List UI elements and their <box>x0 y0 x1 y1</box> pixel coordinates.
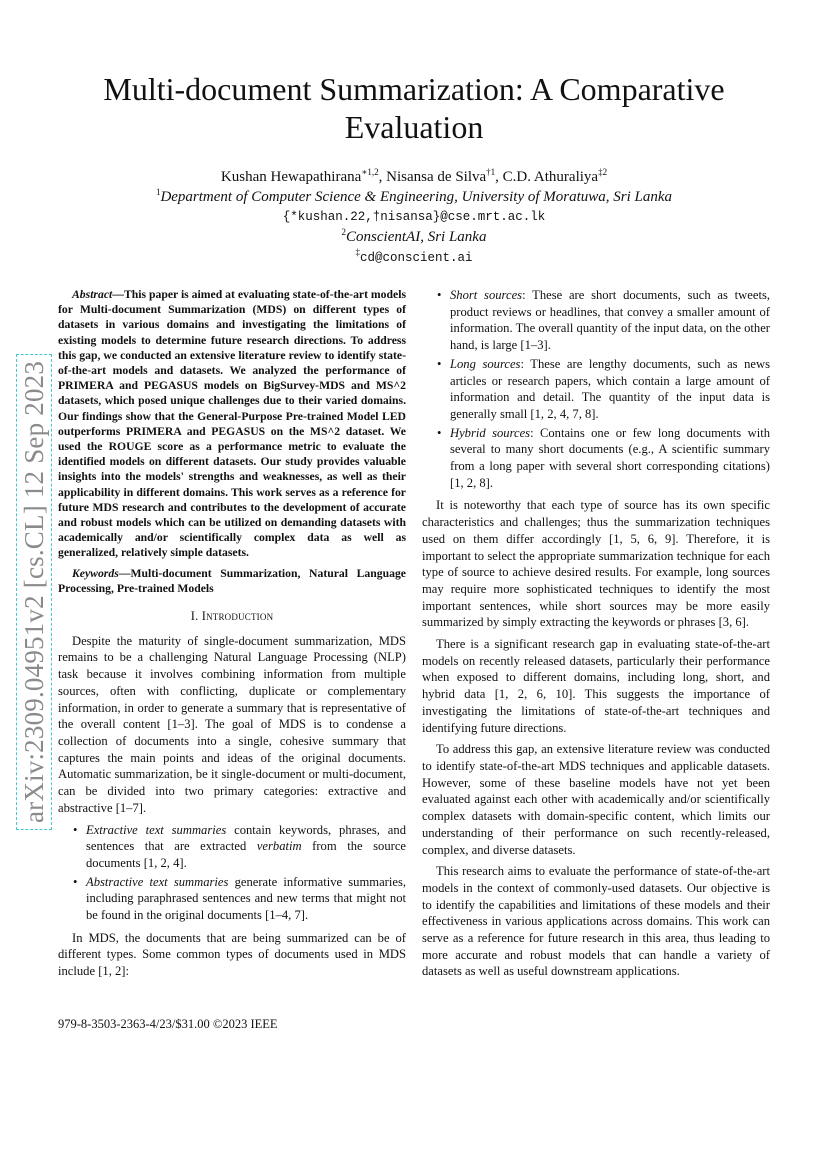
source-type-list <box>422 287 770 491</box>
author-sup: ∗1,2 <box>361 167 379 177</box>
affiliation-2: $^2$ConscientAI, Sri Lanka <box>341 227 487 245</box>
author-names: Kushan Hewapathirana$^{∗1,2}$, Nisansa de Silva$^{\dagger 1}$, C.D. Athuraliya$^{\ddagger 2}$ <box>220 167 608 185</box>
right-column <box>422 287 770 985</box>
author-name: Kushan Hewapathirana <box>220 169 362 185</box>
author-block <box>60 167 768 268</box>
list-item: • Hybrid sources: Contains one or few long documents with several to many short documents (e.g., A scientific summary from a long paper with several short corresponding citations) [1, 2, 8]. <box>450 425 770 492</box>
author-name: C.D. Athuraliya <box>502 169 599 185</box>
list-item: • Extractive text summaries contain keywords, phrases, and sentences that are extracted verbatim from the source documents [1, 2, 4]. <box>86 822 406 872</box>
intro-paragraph: In MDS, the documents that are being summarized can be of different types. Some common types of documents used in MDS include [1, 2]: <box>58 930 406 979</box>
email-1: {*kushan.22,†nisansa}@cse.mrt.ac.lk <box>282 210 546 224</box>
body-paragraph: There is a significant research gap in evaluating state-of-the-art models on recently released datasets, particularly their performance when exposed to different domains, including long, short, and hybrid data [1, 2, 6, 10]. This suggests the importance of investigating the limitations of state-of-the-art techniques and identifying future directions. <box>422 637 770 735</box>
arxiv-watermark[interactable] <box>16 350 52 830</box>
author-sup: ‡2 <box>598 167 608 177</box>
list-item: • Abstractive text summaries generate informative summaries, including paraphrased sentences and new terms that might not be found in the original documents [1–4, 7]. <box>86 874 406 924</box>
paper-title: Multi-document Summarization: A Comparative Evaluation <box>103 71 725 145</box>
email-2: ‡cd@conscient.ai <box>355 247 473 265</box>
author-name: Nisansa de Silva <box>386 169 487 185</box>
list-item: • Short sources: These are short documents, such as tweets, product reviews or headlines, that convey a smaller amount of information. The overall quantity of the input data, on the other hand, is large [1–3]. <box>450 287 770 354</box>
copyright-footer: 979-8-3503-2363-4/23/$31.00 ©2023 IEEE <box>58 1017 278 1031</box>
body-paragraph: It is noteworthy that each type of source has its own specific characteristics and challenges; thus the summarization techniques used on them differ accordingly [1, 5, 6, 9]. Therefore, it is important to select the appropriate summarization technique for each type of source to achieve desired results. For example, long sources may require more sophisticated techniques to identify the most important sentences, while short sources may be more easily summarized by simply extracting the keywords or phrases [3, 6]. <box>422 498 770 630</box>
body-paragraph: To address this gap, an extensive literature review was conducted to identify state-of-the-art MDS techniques and applicable datasets. However, some of these baseline models have not yet been evaluated against each other with academically and/or scientifically complex datasets with domain-specific content, which limits our understanding of their performance on such recently-released, complex, and diverse datasets. <box>422 742 770 857</box>
arxiv-id-link[interactable]: arXiv:2309.04951v2 [cs.CL] 12 Sep 2023 <box>16 354 52 830</box>
left-column <box>58 287 406 985</box>
section-heading: I. Introduction <box>190 609 274 624</box>
intro-paragraph: Despite the maturity of single-document summarization, MDS remains to be a challenging Natural Language Processing (NLP) task because it involves combining information from multiple sources, often with conflicting, duplicate or complementary information, in order to generate a summary that is representative of the overall content [1–3]. The goal of MDS is to condense a collection of documents into a single, cohesive summary that captures the main points and ideas of the original documents. Automatic summarization, be it single-document or multi-document, can be divided into two primary categories: extractive and abstractive [1–7]. <box>58 633 406 815</box>
author-sup: †1 <box>486 167 496 177</box>
abstract: Abstract—This paper is aimed at evaluating state-of-the-art models for Multi-document Summarization (MDS) on different types of datasets in various domains and investigating the limitations of existing models to determine future research directions. To address this gap, we conducted an extensive literature review to identify state-of-the-art models and datasets. We analyzed the performance of PRIMERA and PEGASUS models on BigSurvey-MDS and MS^2 datasets, which posed unique challenges due to their varied domains. Our findings show that the General-Purpose Pre-trained Model LED outperforms PRIMERA and PEGASUS on the MS^2 dataset. We used the ROUGE score as a performance metric to evaluate the identified models on different datasets. Our study provides valuable insights into the models' strengths and weaknesses, as well as their applicability in different domains. This work serves as a reference for future MDS research and contributes to the development of accurate and robust models which can be utilized on demanding datasets with academically and/or scientifically complex data as well as generalized, relatively simple datasets. <box>58 288 406 560</box>
list-item: • Long sources: These are lengthy documents, such as news articles or research papers, which contain a large amount of information and detail. The quantity of the input data is generally small [1, 2, 4, 7, 8]. <box>450 356 770 423</box>
keywords: Keywords—Multi-document Summarization, Natural Language Processing, Pre-trained Models <box>58 566 406 595</box>
body-paragraph: This research aims to evaluate the performance of state-of-the-art models in the context of commonly-used datasets. Our objective is to identify the capabilities and limitations of these models and their effectiveness in various applications across domains. This work can serve as a reference for future research in this area, thus leading to more accurate and robust models that can handle a variety of datasets as well as useful downstream applications. <box>422 864 770 979</box>
summary-type-list <box>58 822 406 924</box>
affiliation-1: $^1$Department of Computer Science & Engineering, University of Moratuwa, Sri Lanka <box>155 187 673 205</box>
